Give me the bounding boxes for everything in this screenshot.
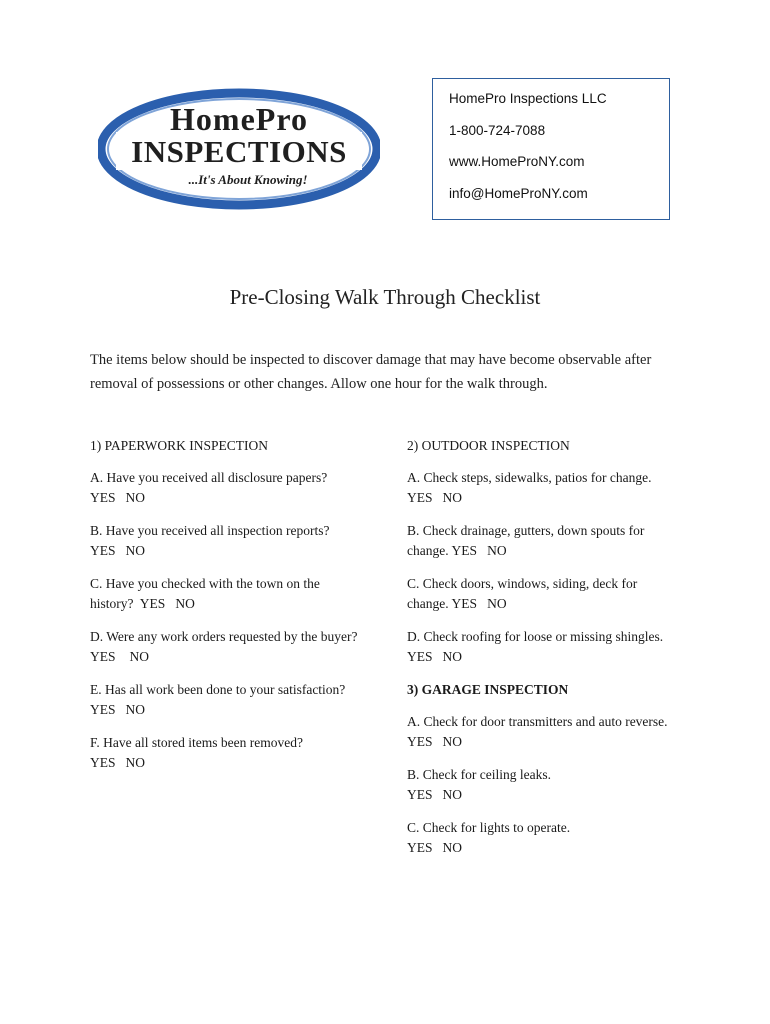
checklist-item: B. Have you received all inspection reports? YES NO [90,523,330,558]
no-option[interactable]: NO [442,734,463,749]
checklist-item: D. Were any work orders requested by the buyer? YES NO [90,629,358,664]
right-column [407,436,707,871]
no-option[interactable]: NO [442,649,463,664]
checklist-item: E. Has all work been done to your satisfaction? YES NO [90,682,346,717]
checklist-item: A. Check steps, sidewalks, patios for change. YES NO [407,470,652,505]
homepro-logo [98,88,380,210]
intro-line-1: The items below should be inspected to discover damage that may have become observable after [90,352,652,368]
yes-option[interactable]: YES [139,596,166,611]
no-option[interactable]: NO [129,649,150,664]
yes-option[interactable]: YES [451,596,477,611]
yes-option[interactable]: YES [90,490,116,505]
logo-line2: INSPECTIONS [131,134,347,169]
yes-no-options [407,787,462,802]
yes-option[interactable]: YES [407,787,433,802]
yes-option[interactable]: YES [407,490,433,505]
website-link[interactable]: www.HomeProNY.com [449,154,585,169]
no-option[interactable]: NO [442,787,463,802]
intro-paragraph [90,348,700,396]
yes-option[interactable]: YES [90,702,116,717]
yes-no-options [407,734,462,749]
yes-no-options [90,543,145,558]
yes-no-options [407,649,462,664]
no-option[interactable]: NO [487,596,507,611]
no-option[interactable]: NO [175,596,195,611]
section-heading-outdoor: 2) OUTDOOR INSPECTION [407,438,570,453]
yes-option[interactable]: YES [407,840,433,855]
yes-option[interactable]: YES [90,649,116,664]
checklist-item: C. Have you checked with the town on the history? YES NO [90,576,320,611]
logo-line1: HomePro [170,101,308,137]
logo-tagline: ...It's About Knowing! [188,172,308,187]
no-option[interactable]: NO [442,490,463,505]
yes-option[interactable]: YES [90,543,116,558]
yes-option[interactable]: YES [407,649,433,664]
phone-number: 1-800-724-7088 [449,122,546,138]
checklist-item: A. Have you received all disclosure papers? YES NO [90,470,328,505]
yes-no-options [90,649,149,664]
no-option[interactable]: NO [125,490,146,505]
checklist-item: B. Check for ceiling leaks. YES NO [407,767,551,802]
checklist-item: C. Check for lights to operate. YES NO [407,820,571,855]
checklist-item: B. Check drainage, gutters, down spouts for change. YES NO [407,523,645,558]
page-title: Pre-Closing Walk Through Checklist [229,285,541,309]
yes-option[interactable]: YES [90,755,116,770]
checklist-item: D. Check roofing for loose or missing shingles. YES NO [407,629,664,664]
yes-no-options [407,490,462,505]
no-option[interactable]: NO [442,840,463,855]
yes-option[interactable]: YES [451,543,477,558]
intro-line-2: removal of possessions or other changes. Allow one hour for the walk through. [90,376,548,392]
checklist-item: C. Check doors, windows, siding, deck for change. YES NO [407,576,638,611]
section-heading-garage: 3) GARAGE INSPECTION [407,682,569,697]
yes-no-options [90,490,145,505]
no-option[interactable]: NO [125,755,146,770]
yes-no-options [90,755,145,770]
email-link[interactable]: info@HomeProNY.com [449,185,588,201]
no-option[interactable]: NO [125,702,146,717]
no-option[interactable]: NO [125,543,146,558]
left-column [90,436,390,786]
checklist-item: F. Have all stored items been removed? YES NO [90,735,303,770]
company-name: HomePro Inspections LLC [449,91,607,106]
yes-no-options [90,702,145,717]
yes-option[interactable]: YES [407,734,433,749]
checklist-item: A. Check for door transmitters and auto reverse. YES NO [407,714,668,749]
yes-no-options [407,840,462,855]
no-option[interactable]: NO [487,543,507,558]
section-heading-paperwork: 1) PAPERWORK INSPECTION [90,438,269,453]
contact-box [432,78,670,220]
